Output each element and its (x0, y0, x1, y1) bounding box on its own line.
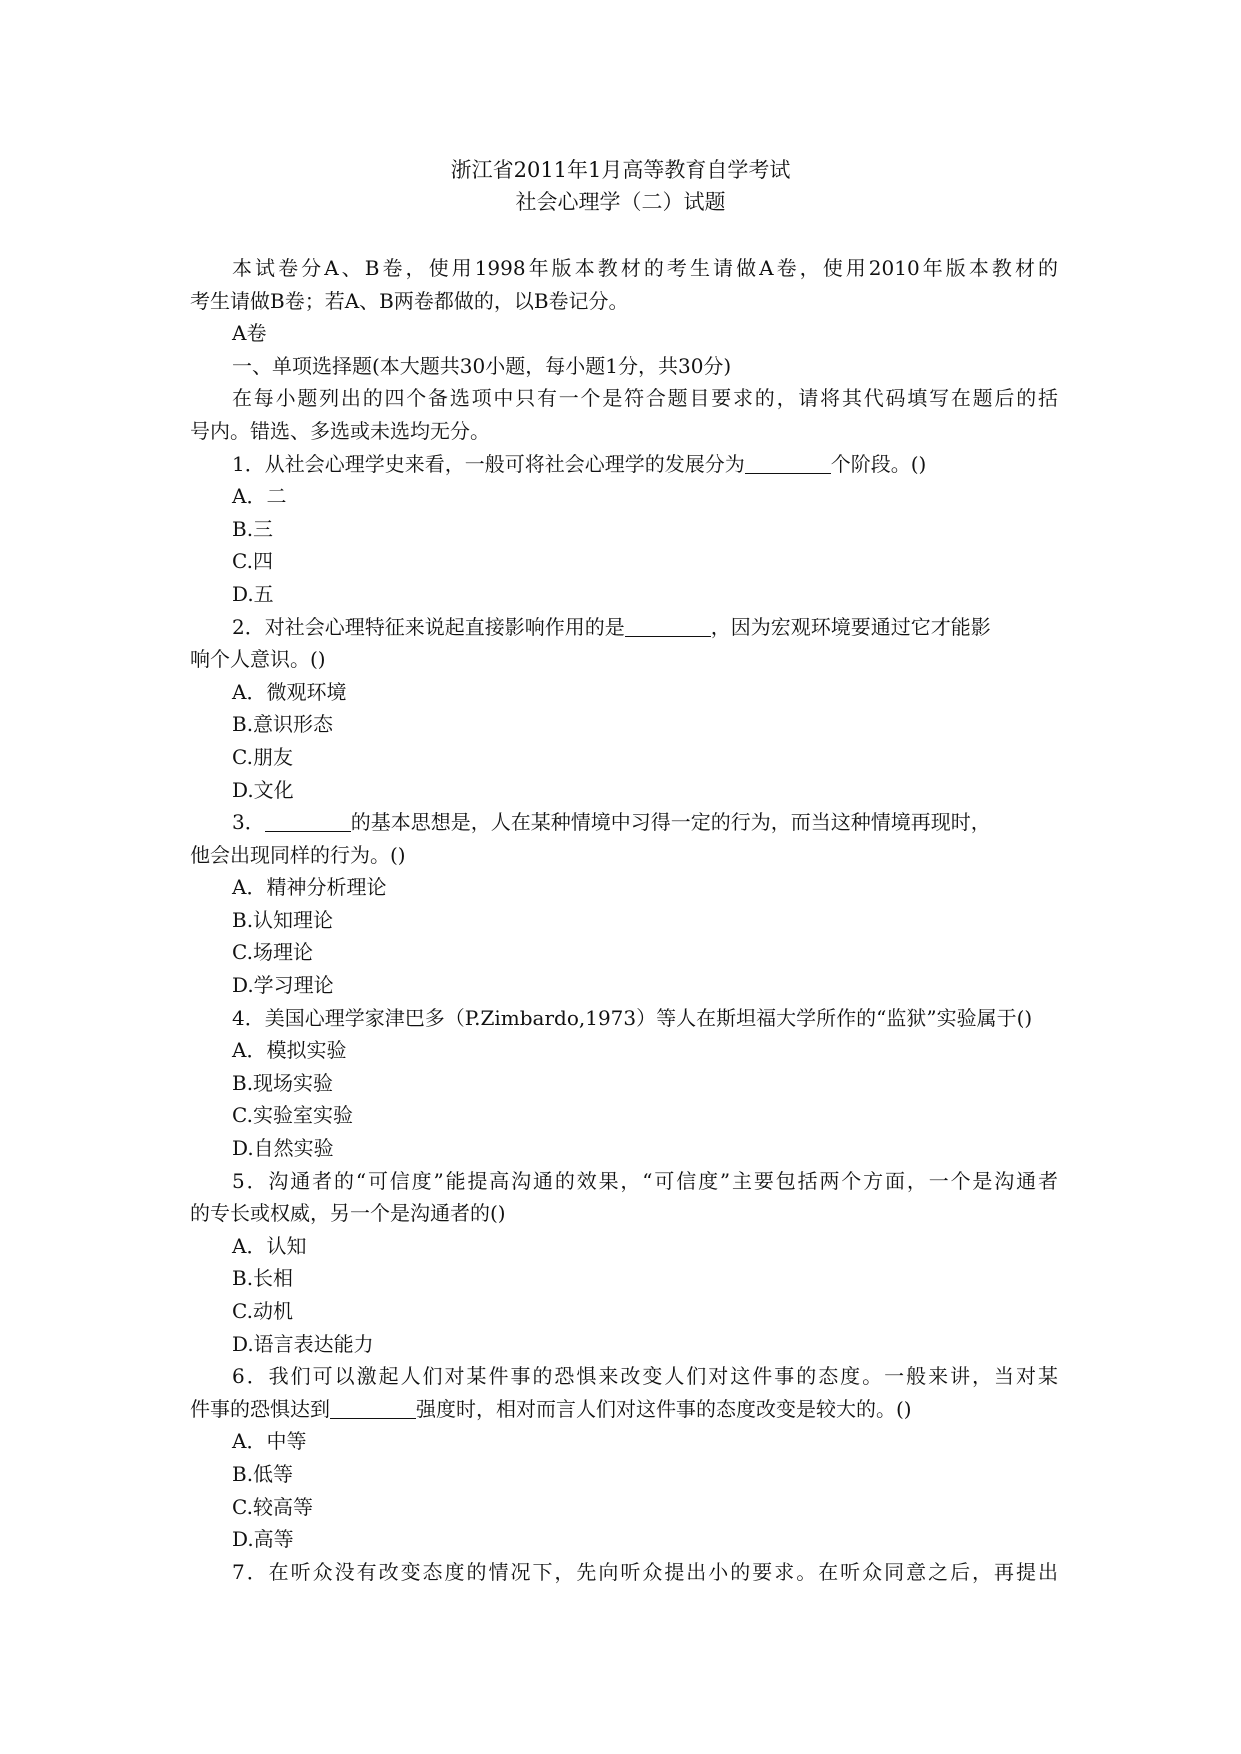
question-1-stem (190, 448, 1058, 481)
intro-line-1: 本试卷分A、B卷，使用1998年版本教材的考生请做A卷，使用2010年版本教材的 (232, 256, 1058, 280)
question-5-stem: 5．沟通者的“可信度”能提高沟通的效果，“可信度”主要包括两个方面，一个是沟通者 (232, 1168, 1058, 1193)
question-3-option-a: A．精神分析理论 (232, 875, 387, 900)
answer-blank (625, 616, 711, 637)
exam-title: 浙江省2011年1月高等教育自学考试 (450, 158, 791, 182)
question-2-stem-cont: 响个人意识。() (190, 647, 326, 672)
question-3-option-c: C.场理论 (232, 940, 313, 965)
question-2-option-b: B.意识形态 (232, 712, 334, 737)
question-6-option-c: C.较高等 (232, 1494, 313, 1519)
exam-body (190, 252, 1058, 1588)
question-6-text-c2: 强度时，相对而言人们对这件事的态度改变是较大的。() (416, 1396, 912, 1421)
question-6-text-c1: 件事的恐惧达到 (190, 1396, 330, 1421)
question-6-stem: 6．我们可以激起人们对某件事的恐惧来改变人们对这件事的态度。一般来讲，当对某 (232, 1364, 1058, 1389)
question-2-stem (190, 611, 1058, 644)
question-5-option-b: B.长相 (232, 1266, 294, 1291)
question-4-option-b: B.现场实验 (232, 1070, 334, 1095)
question-3-option-d: D.学习理论 (232, 973, 334, 998)
question-3-stem (190, 806, 1058, 839)
question-1-option-c: C.四 (232, 549, 273, 574)
section-heading: 一、单项选择题(本大题共30小题，每小题1分，共30分) (232, 353, 732, 378)
answer-blank (330, 1398, 416, 1419)
question-5-stem-cont: 的专长或权威，另一个是沟通者的() (190, 1201, 506, 1226)
instruction-line-2: 号内。错选、多选或未选均无分。 (190, 418, 490, 443)
question-4-option-c: C.实验室实验 (232, 1103, 353, 1128)
question-4-stem: 4．美国心理学家津巴多（P.Zimbardo,1973）等人在斯坦福大学所作的“监狱”实验属于() (232, 1005, 1033, 1030)
question-2-option-a: A．微观环境 (232, 679, 347, 704)
question-4-option-d: D.自然实验 (232, 1136, 334, 1161)
exam-subtitle: 社会心理学（二）试题 (515, 190, 726, 214)
question-3-text-b: 的基本思想是，人在某种情境中习得一定的行为，而当这种情境再现时， (350, 810, 991, 835)
answer-blank (745, 453, 831, 474)
question-1-option-a: A．二 (232, 484, 287, 509)
question-6-option-a: A．中等 (232, 1429, 307, 1454)
answer-blank (265, 811, 351, 832)
question-2-option-c: C.朋友 (232, 744, 293, 769)
question-1-text-a: 1．从社会心理学史来看，一般可将社会心理学的发展分为 (232, 451, 745, 476)
question-3-stem-cont: 他会出现同样的行为。() (190, 842, 406, 867)
question-2-option-d: D.文化 (232, 777, 294, 802)
question-2-text-a: 2．对社会心理特征来说起直接影响作用的是 (232, 614, 625, 639)
instruction-line-1: 在每小题列出的四个备选项中只有一个是符合题目要求的，请将其代码填写在题后的括 (232, 386, 1058, 411)
volume-label: A卷 (232, 321, 267, 346)
intro-line-2: 考生请做B卷；若A、B两卷都做的，以B卷记分。 (190, 288, 629, 313)
question-2-text-b: ，因为宏观环境要通过它才能影 (710, 614, 991, 639)
question-5-option-c: C.动机 (232, 1299, 293, 1323)
question-1-option-d: D.五 (232, 581, 274, 606)
question-4-option-a: A．模拟实验 (232, 1038, 347, 1063)
question-3-option-b: B.认知理论 (232, 907, 334, 932)
question-1-text-b: 个阶段。() (830, 451, 927, 476)
question-5-option-a: A．认知 (232, 1233, 307, 1258)
question-7-stem: 7．在听众没有改变态度的情况下，先向听众提出小的要求。在听众同意之后，再提出 (232, 1559, 1058, 1584)
question-6-option-b: B.低等 (232, 1461, 294, 1486)
question-6-stem-cont (190, 1393, 1058, 1426)
question-3-text-a: 3． (232, 810, 265, 835)
question-1-option-b: B.三 (232, 516, 274, 541)
question-6-option-d: D.高等 (232, 1527, 294, 1552)
question-5-option-d: D.语言表达能力 (232, 1331, 374, 1356)
